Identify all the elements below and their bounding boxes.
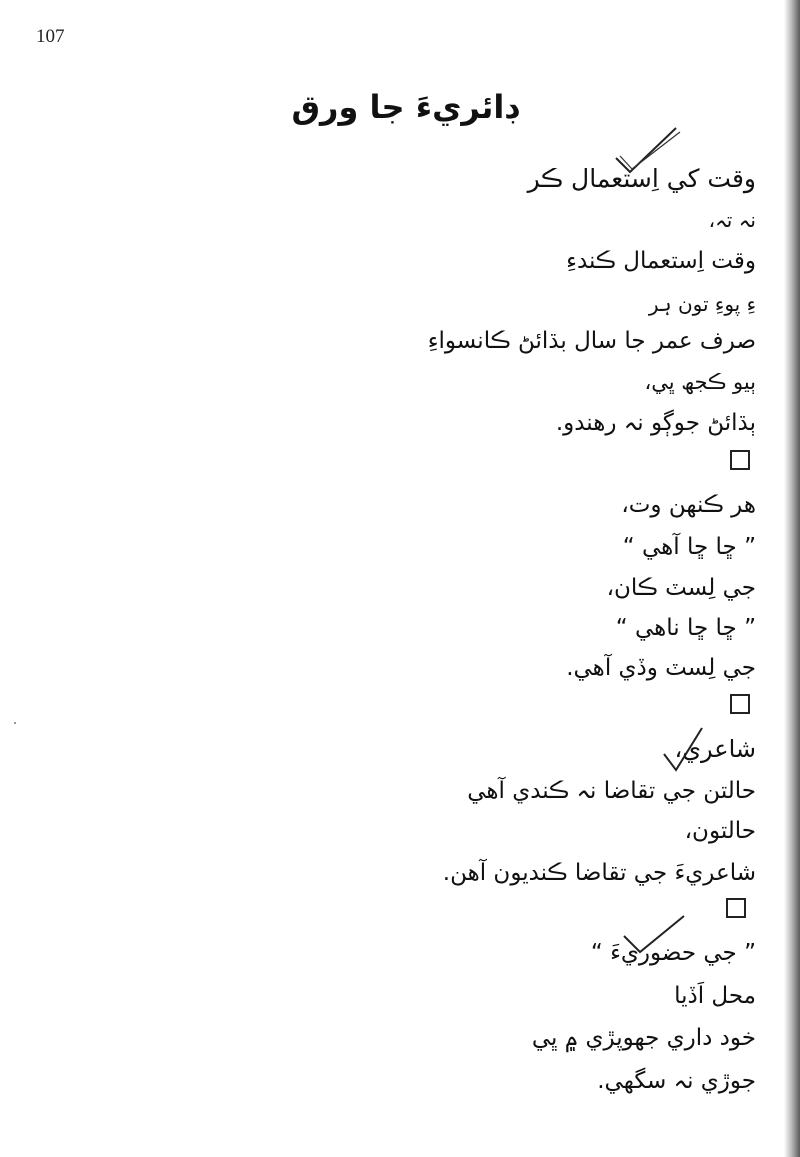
- stanza-2-line-2: ” ڇا ڇا آهي “: [622, 534, 756, 560]
- stanza-3-line-1: شاعري،: [674, 735, 756, 763]
- checkmark-2-icon: [660, 724, 710, 778]
- stanza-1-line-5: صرف عمر جا سال بڌائڻ ڪانسواءِ: [427, 328, 756, 354]
- checkmark-1-icon: [612, 124, 684, 176]
- page-number: 107: [36, 26, 65, 47]
- stray-dot: [14, 722, 16, 724]
- stanza-4-line-2: محل اَڏيا: [674, 983, 756, 1009]
- stanza-2-line-3: جي لِسٽ ڪان،: [606, 575, 756, 601]
- stanza-3-line-4: شاعريءَ جي تقاضا ڪنديون آهن.: [442, 860, 756, 886]
- stanza-3-end-box: [726, 898, 746, 918]
- stanza-4-line-3: خود داري جهوپڙي ۾ ڀي: [531, 1025, 756, 1051]
- stanza-2-line-1: هر ڪنهن وت،: [621, 492, 756, 518]
- page-edge-shadow: [784, 0, 800, 1157]
- stanza-1-line-4: ءِ پوءِ تون ہر: [648, 292, 756, 316]
- stanza-4-line-4: جوڙي نہ سگهي.: [597, 1068, 756, 1094]
- stanza-1-line-2: نہ تہ،: [708, 208, 756, 232]
- stanza-1-line-1: وقت کي اِستعمال ڪر: [527, 164, 756, 193]
- stanza-2-line-5: جي لِسٽ وڏي آهي.: [566, 655, 756, 681]
- stanza-2-line-4: ” ڇا ڇا ناهي “: [615, 615, 756, 641]
- stanza-1-line-6: ٻيو ڪجھ ڀي،: [644, 370, 756, 394]
- page-title: ڊائريءَ جا ورق: [291, 88, 519, 126]
- stanza-1-end-box: [730, 450, 750, 470]
- stanza-2-end-box: [730, 694, 750, 714]
- stanza-3-line-3: حالتون،: [684, 818, 756, 844]
- stanza-3-line-2: حالتن جي تقاضا نہ ڪندي آهي: [467, 778, 756, 804]
- stanza-1-line-7: ٻڌائڻ جوڳو نہ رهندو.: [555, 410, 756, 436]
- stanza-4-line-1: ” جي حضوريءَ “: [590, 940, 756, 966]
- checkmark-3-icon: [620, 912, 690, 958]
- stanza-1-line-3: وقت اِستعمال ڪندءِ: [566, 248, 756, 274]
